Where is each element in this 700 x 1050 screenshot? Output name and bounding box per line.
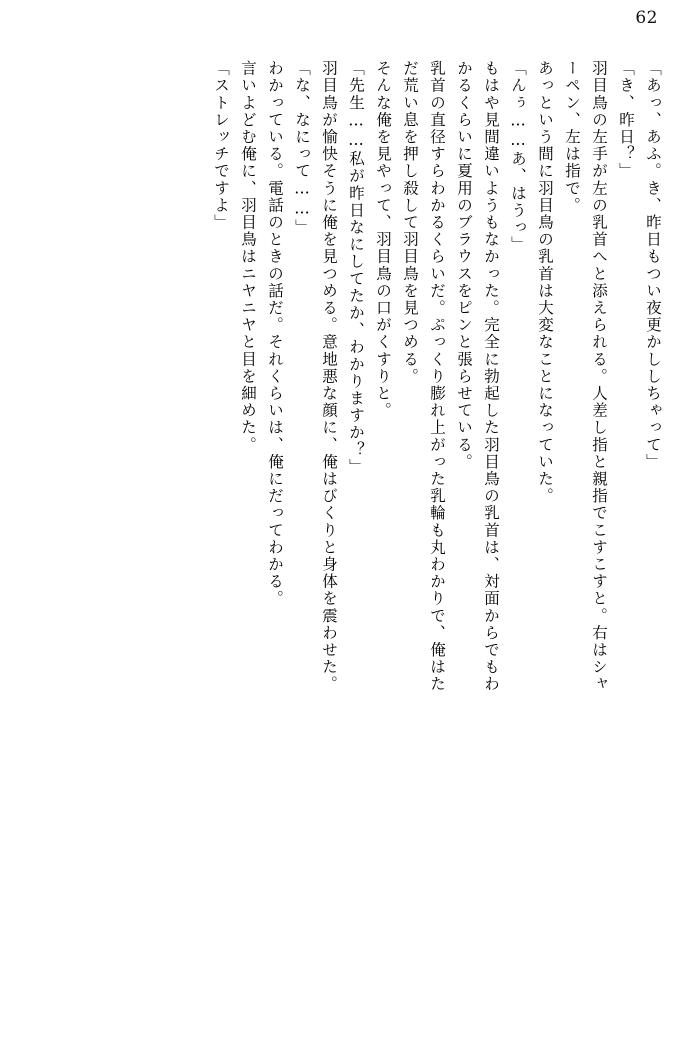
page-number: 62 (635, 8, 658, 28)
vertical-text-body (40, 60, 660, 1010)
text-line: 乳首の直径すらわかるくらいだ。ぷっくり膨れ上がった乳輪も丸わかりで、俺はた (428, 60, 446, 693)
text-line: あっという間に羽目鳥の乳首は大変なことになっていた。 (536, 60, 554, 505)
text-line: だ荒い息を押し殺して羽目鳥を見つめる。 (401, 60, 419, 385)
text-line: 言いよどむ俺に、羽目鳥はニヤニヤと目を細めた。 (239, 60, 257, 454)
text-line: 羽目鳥が愉快そうに俺を見つめる。意地悪な顔に、俺はびくりと身体を震わせた。 (320, 60, 338, 693)
text-line: 「先生……私が昨日なにしてたか、わかりますか？」 (347, 60, 365, 476)
text-line: 羽目鳥の左手が左の乳首へと添えられる。人差し指と親指でこすこすと。右はシャ (590, 60, 608, 693)
text-line: かるくらいに夏用のブラウスをピンと張らせている。 (455, 60, 473, 471)
text-line: 「ストレッチですよ」 (212, 60, 230, 231)
text-line: 「き、昨日？」 (617, 60, 635, 180)
text-line: わかっている。電話のときの話だ。それくらいは、俺にだってわかる。 (266, 60, 284, 608)
text-line: そんな俺を見やって、羽目鳥の口がくすりと。 (374, 60, 392, 420)
text-line: ーペン、左は指で。 (563, 60, 581, 214)
text-line: 「な、なにって……」 (293, 60, 311, 236)
text-line: 「あっ、あふ。き、昨日もつい夜更かししちゃって」 (644, 60, 662, 471)
text-line: もはや見間違いようもなかった。完全に勃起した羽目鳥の乳首は、対面からでもわ (482, 60, 500, 693)
text-line: 「んぅ……あ、はうっ」 (509, 60, 527, 254)
